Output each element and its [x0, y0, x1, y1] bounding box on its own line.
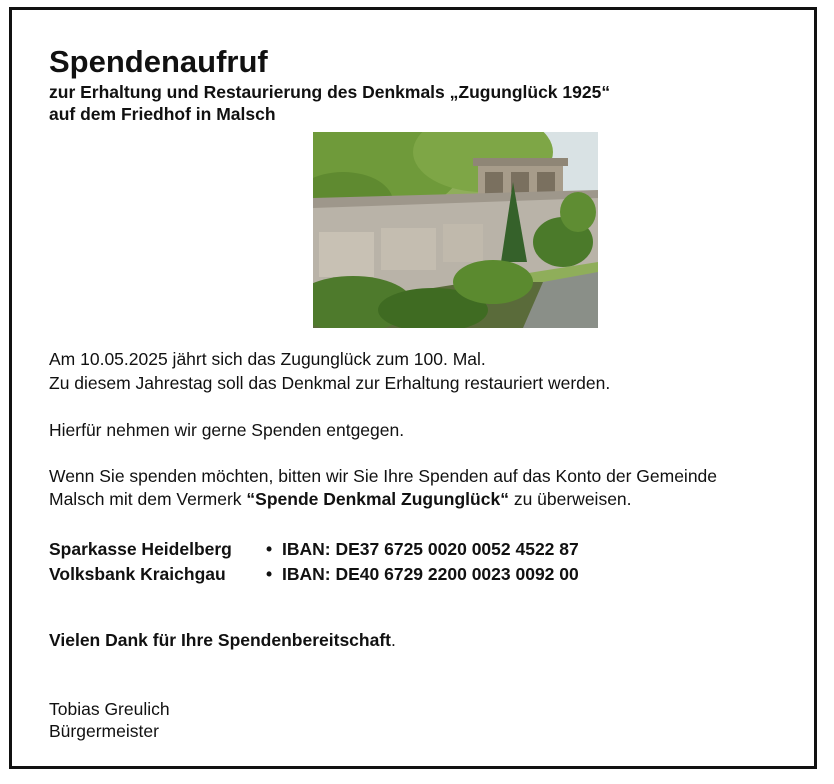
- memorial-illustration: [313, 132, 598, 328]
- bank-bullet-1: •: [266, 539, 273, 559]
- bank-bullet-2: •: [266, 564, 273, 584]
- thanks-line: [49, 630, 396, 651]
- thanks-text: Vielen Dank für Ihre Spendenbereitschaft: [49, 630, 391, 650]
- bank-iban-2: IBAN: DE40 6729 2200 0023 0092 00: [282, 564, 579, 584]
- page-title: Spendenaufruf: [49, 44, 268, 79]
- thanks-punctuation: .: [391, 630, 396, 650]
- paragraph-3-line-1: Wenn Sie spenden möchten, bitten wir Sie Ihre Spenden auf das Konto der Gemeinde: [49, 466, 718, 486]
- donation-reference: “Spende Denkmal Zugunglück“: [246, 489, 509, 509]
- subtitle-line-1: zur Erhaltung und Restaurierung des Denkmals „Zugunglück 1925“: [49, 82, 611, 102]
- paragraph-1-line-1: Am 10.05.2025 jährt sich das Zugunglück zum 100. Mal.: [49, 349, 486, 369]
- paragraph-2: Hierfür nehmen wir gerne Spenden entgegen.: [49, 420, 405, 440]
- subtitle-line-2: auf dem Friedhof in Malsch: [49, 104, 276, 124]
- bank-iban-1: IBAN: DE37 6725 0020 0052 4522 87: [282, 539, 579, 559]
- signature-title: Bürgermeister: [49, 721, 159, 741]
- paragraph-3-line-2: [49, 489, 632, 510]
- bank-name-1: Sparkasse Heidelberg: [49, 539, 232, 559]
- signature-name: Tobias Greulich: [49, 699, 170, 719]
- memorial-photo: [313, 132, 598, 328]
- paragraph-1-line-2: Zu diesem Jahrestag soll das Denkmal zur Erhaltung restauriert werden.: [49, 373, 611, 393]
- paragraph-3-prefix: Malsch mit dem Vermerk: [49, 489, 247, 509]
- bank-name-2: Volksbank Kraichgau: [49, 564, 226, 584]
- paragraph-3-suffix: zu überweisen.: [508, 489, 632, 509]
